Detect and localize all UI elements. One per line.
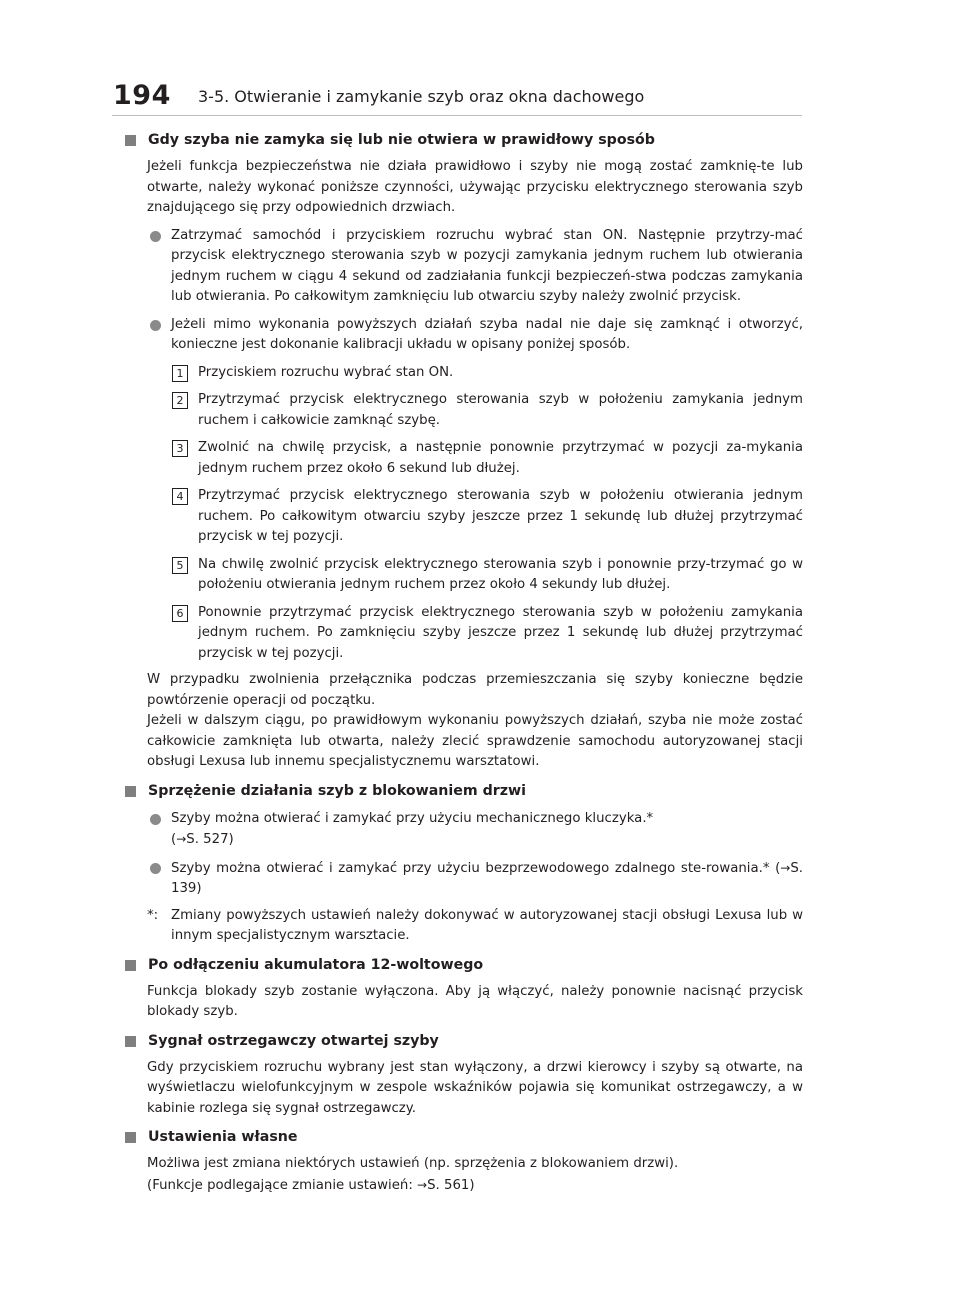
- section-heading: [123, 1031, 803, 1052]
- page-number: 194: [113, 80, 171, 111]
- section-heading-text: Po odłączeniu akumulatora 12-woltowego: [148, 956, 484, 973]
- square-bullet-icon: [125, 1036, 136, 1047]
- outro-text: W przypadku zwolnienia przełącznika podczas przemieszczania się szyby konieczne będzie powtórzenie operacji od początku.: [147, 672, 803, 708]
- page-reference[interactable]: S. 561): [427, 1177, 475, 1193]
- page-header: [0, 0, 960, 120]
- paragraph-text: Gdy przyciskiem rozruchu wybrany jest stan wyłączony, a drzwi kierowcy i szyby są otwarte, na wyświetlaczu wielofunkcyjnym w zespole wskaźników pojawia się komunikat ostrzegawczy, a w kabinie rozlega się sygnał ostrzegawczy.: [147, 1059, 803, 1116]
- paragraph-text: [147, 1175, 803, 1197]
- bullet-item: [123, 226, 803, 308]
- step-item: [123, 603, 803, 665]
- header-rule: [112, 115, 802, 116]
- section-heading: [123, 130, 803, 151]
- section-heading-text: Sprzężenie działania szyb z blokowaniem drzwi: [148, 782, 526, 799]
- page-reference[interactable]: S. 139): [171, 860, 803, 896]
- step-text: Na chwilę zwolnić przycisk elektrycznego sterowania szyb i ponownie przy-trzymać go w położeniu otwierania jednym ruchem przez około 4 sekundy lub dłużej.: [198, 556, 803, 592]
- paragraph: [123, 1058, 803, 1120]
- step-number-box: 4: [172, 488, 188, 505]
- ref-open: (: [171, 832, 177, 847]
- section-heading-text: Sygnał ostrzegawczy otwartej szyby: [148, 1032, 439, 1049]
- step-number-box: 3: [172, 440, 188, 457]
- step-text: Ponownie przytrzymać przycisk elektrycznego sterowania szyb w położeniu zamykania jednym ruchem. Po zamknięciu szyby jeszcze przez 1 sekundę lub dłużej przytrzymać przycisk w tej pozycji.: [198, 604, 803, 661]
- step-item: [123, 486, 803, 548]
- section-heading: [123, 955, 803, 976]
- settings-ref-text: (Funkcje podlegające zmianie ustawień:: [147, 1177, 418, 1193]
- round-bullet-icon: [150, 231, 161, 242]
- round-bullet-icon: [150, 320, 161, 331]
- paragraph: [123, 982, 803, 1023]
- step-text: Przytrzymać przycisk elektrycznego sterowania szyb w położeniu otwierania jednym ruchem. Po całkowitym otwarciu szyby jeszcze przez 1 sekundę lub dłużej przytrzymać przycisk w tej pozycji.: [198, 488, 803, 544]
- footnote: [123, 906, 803, 947]
- bullet-item: [123, 315, 803, 356]
- step-item: [123, 363, 803, 384]
- bullet-item: [123, 809, 803, 851]
- step-number-box: 1: [172, 365, 188, 382]
- outro-text: Jeżeli w dalszym ciągu, po prawidłowym wykonaniu powyższych działań, szyba nie może zostać całkowicie zamknięta lub otwarta, należy zlecić sprawdzenie samochodu autoryzowanej stacji obsługi Lexusa lub innemu specjalistycznemu warsztatowi.: [147, 713, 803, 769]
- square-bullet-icon: [125, 786, 136, 797]
- bullet-text: Szyby można otwierać i zamykać przy użyciu bezprzewodowego zdalnego ste-rowania.* (: [171, 860, 781, 876]
- square-bullet-icon: [125, 960, 136, 971]
- arrow-right-icon: →: [780, 860, 791, 875]
- section-door-lock-link: [123, 781, 803, 947]
- bullet-text: Szyby można otwierać i zamykać przy użyciu mechanicznego kluczyka.*: [171, 810, 654, 826]
- paragraph-text: Funkcja blokady szyb zostanie wyłączona. Aby ją włączyć, należy ponownie nacisnąć przycisk blokady szyb.: [147, 983, 803, 1019]
- round-bullet-icon: [150, 863, 161, 874]
- step-item: [123, 390, 803, 431]
- section-window-failure: [123, 130, 803, 773]
- paragraph: [123, 157, 803, 219]
- step-item: [123, 555, 803, 596]
- section-heading-text: Ustawienia własne: [148, 1129, 298, 1145]
- square-bullet-icon: [125, 135, 136, 146]
- footnote-mark: *:: [147, 907, 159, 923]
- section-custom-settings: [123, 1127, 803, 1196]
- footnote-text: Zmiany powyższych ustawień należy dokonywać w autoryzowanej stacji obsługi Lexusa lub w innym specjalistycznym warsztacie.: [171, 907, 803, 943]
- paragraph: [123, 1154, 803, 1196]
- step-text: Przyciskiem rozruchu wybrać stan ON.: [198, 364, 454, 380]
- bullet-text: Zatrzymać samochód i przyciskiem rozruchu wybrać stan ON. Następnie przytrzy-mać przycisk elektrycznego sterowania szyb w pozycji zamykania jednym ruchem lub otwierania jednym ruchem w ciągu 4 sekund od zadziałania funkcji bezpieczeń-stwa podczas zamykania lub otwierania. Po całkowitym zamknięciu lub otwarciu szyby należy zwolnić przycisk.: [171, 227, 803, 304]
- bullet-item: [123, 858, 803, 900]
- step-number-box: 6: [172, 605, 188, 622]
- section-title: 3-5. Otwieranie i zamykanie szyb oraz okna dachowego: [198, 87, 645, 106]
- step-number-box: 5: [172, 557, 188, 574]
- bullet-text: Jeżeli mimo wykonania powyższych działań szyba nadal nie daje się zamknąć i otworzyć, konieczne jest dokonanie kalibracji układu w opisany poniżej sposób.: [171, 316, 803, 352]
- arrow-right-icon: →: [176, 832, 187, 846]
- step-text: Przytrzymać przycisk elektrycznego sterowania szyb w położeniu zamykania jednym ruchem i całkowicie zamknąć szybę.: [198, 392, 803, 428]
- section-heading: [123, 1127, 803, 1148]
- section-heading-text: Gdy szyba nie zamyka się lub nie otwiera w prawidłowy sposób: [148, 132, 655, 148]
- step-item: [123, 438, 803, 479]
- square-bullet-icon: [125, 1132, 136, 1143]
- step-text: Zwolnić na chwilę przycisk, a następnie ponownie przytrzymać w pozycji za-mykania jednym ruchem przez około 6 sekund lub dłużej.: [198, 440, 803, 476]
- section-heading: [123, 781, 803, 802]
- intro-text: Jeżeli funkcja bezpieczeństwa nie działa prawidłowo i szyby nie mogą zostać zamknię-te lub otwarte, należy wykonać poniższe czynności, używając przycisku elektrycznego sterowania szyb znajdującego się przy odpowiednich drzwiach.: [147, 159, 803, 215]
- section-open-window-warning: [123, 1031, 803, 1120]
- arrow-right-icon: →: [417, 1177, 428, 1192]
- round-bullet-icon: [150, 814, 161, 825]
- page-content: [123, 130, 803, 1204]
- paragraph: [123, 670, 803, 773]
- section-battery-disconnect: [123, 955, 803, 1023]
- step-number-box: 2: [172, 392, 188, 409]
- page-reference[interactable]: S. 527): [186, 832, 234, 847]
- paragraph-text: Możliwa jest zmiana niektórych ustawień (np. sprzężenia z blokowaniem drzwi).: [147, 1156, 679, 1171]
